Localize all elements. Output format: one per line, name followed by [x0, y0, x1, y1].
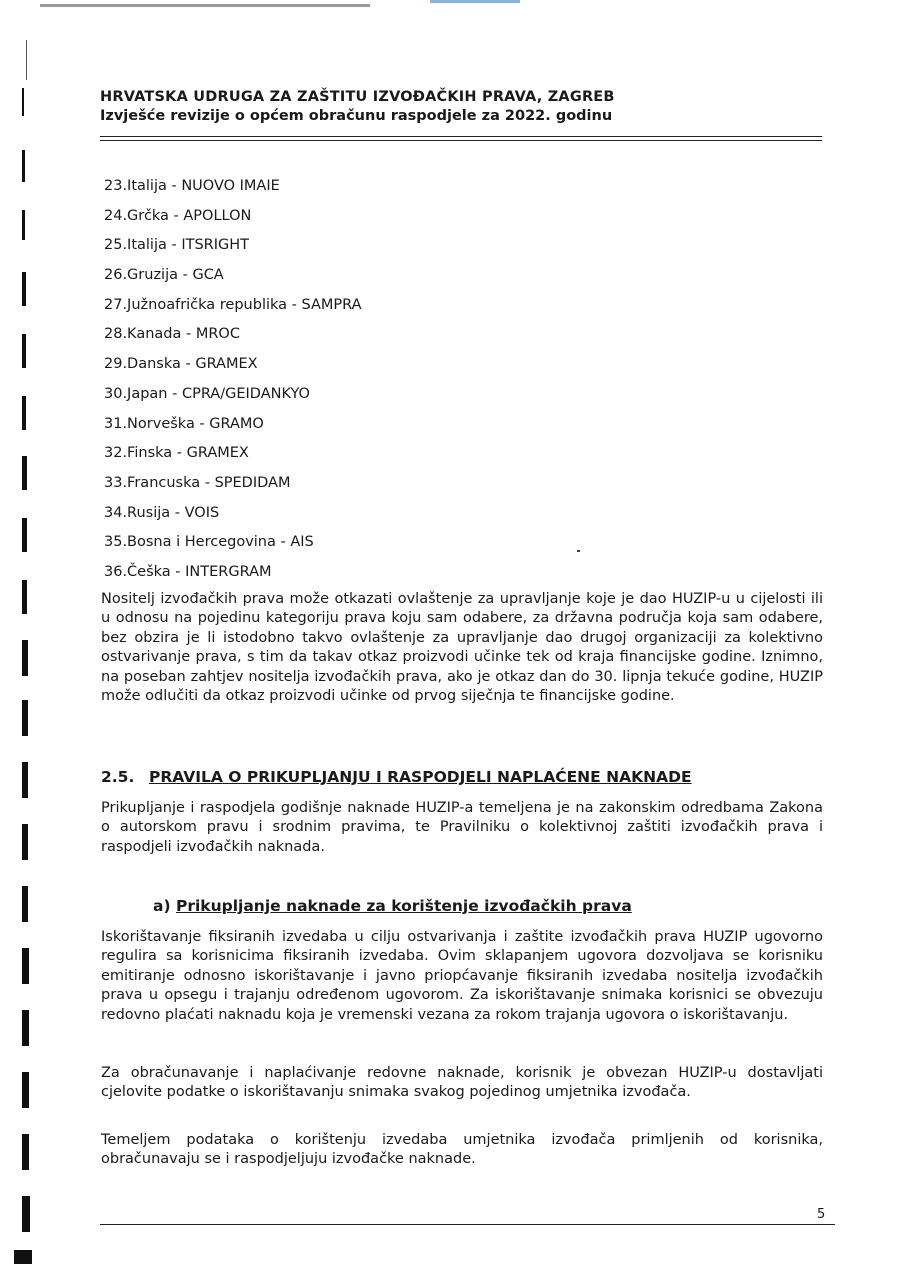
- subsection-heading: [153, 897, 632, 915]
- section-heading: [101, 768, 692, 786]
- binding-mark: [22, 824, 28, 860]
- scan-speck: [577, 550, 580, 552]
- list-item: 27.Južnoafrička republika - SAMPRA: [104, 296, 362, 313]
- binding-mark: [22, 640, 28, 676]
- binding-mark: [22, 456, 27, 490]
- binding-mark: [22, 1196, 30, 1232]
- binding-mark: [14, 1250, 32, 1264]
- binding-mark: [22, 762, 28, 798]
- list-item: 30.Japan - CPRA/GEIDANKYO: [104, 385, 310, 402]
- list-item: 36.Češka - INTERGRAM: [104, 563, 272, 580]
- revocation-paragraph: Nositelj izvođačkih prava može otkazati ovlaštenje za upravljanje koje je dao HUZIP-u u cijelosti ili u odnosu na pojedinu kategoriju prava koju sam odabere, za državna područja koja sam odabere, bez obzira je li istodobno takvo ovlaštenje za upravljanje dao drugoj organizaciji za kolektivno ostvarivanje prava, s tim da takav otkaz proizvodi učinke tek od kraja financijske godine. Iznimno, na poseban zahtjev nositelja izvođačkih prava, ako je otkaz dan do 30. lipnja tekuće godine, HUZIP može odlučiti da otkaz proizvodi učinke od prvog siječnja te financijske godine.: [101, 591, 823, 705]
- list-item: 31.Norveška - GRAMO: [104, 415, 264, 432]
- list-item: 35.Bosna i Hercegovina - AIS: [104, 534, 314, 551]
- document-header: [100, 88, 820, 126]
- binding-mark: [22, 518, 27, 552]
- binding-mark: [26, 40, 27, 80]
- binding-mark: [22, 1010, 29, 1046]
- list-item: 33.Francuska - SPEDIDAM: [104, 474, 291, 491]
- list-item: 23.Italija - NUOVO IMAIE: [104, 178, 280, 194]
- binding-mark: [22, 150, 25, 182]
- list-item: 32.Finska - GRAMEX: [104, 445, 249, 462]
- list-item: 24.Grčka - APOLLON: [104, 207, 252, 224]
- reporting-paragraph: Za obračunavanje i naplaćivanje redovne naknade, korisnik je obvezan HUZIP-u dostavljati cjelovite podatke o iskorištavanju snimaka svakog pojedinog umjetnika izvođača.: [101, 1065, 823, 1101]
- distribution-paragraph: Temeljem podataka o korištenju izvedaba umjetnika izvođača primljenih od korisnika, obračunavaju se i raspodjeljuju izvođačke naknade.: [101, 1132, 823, 1168]
- binding-mark: [22, 1134, 29, 1170]
- header-rule: [100, 136, 822, 137]
- binding-mark: [22, 210, 25, 240]
- binding-mark: [22, 948, 29, 984]
- page-number: 5: [817, 1207, 826, 1222]
- scan-edge-line: [430, 0, 520, 3]
- footer-rule: [100, 1224, 835, 1225]
- header-report-title: Izvješće revizije o općem obračunu raspodjele za 2022. godinu: [100, 108, 613, 124]
- binding-mark: [22, 88, 24, 116]
- list-item: 34.Rusija - VOIS: [104, 504, 220, 521]
- binding-mark: [22, 272, 26, 306]
- scan-edge-line: [40, 4, 370, 7]
- binding-mark: [22, 334, 26, 368]
- organization-list: [104, 172, 362, 588]
- list-item: 28.Kanada - MROC: [104, 326, 240, 343]
- header-rule: [100, 140, 822, 141]
- usage-paragraph: Iskorištavanje fiksiranih izvedaba u cilju ostvarivanja i zaštite izvođačkih prava HUZIP ugovorno regulira sa korisnicima fiksiranih izvedaba. Ovim sklapanjem ugovora dozvoljava se korisniku emitiranje odnosno iskorištavanje i javno priopćavanje fiksiranih izvedaba nositelja izvođačkih prava u opsegu i trajanju određenom ugovorom. Za iskorištavanje snimaka korisnici se obvezuju redovno plaćati naknadu koja je vremenski vezana za rokom trajanja ugovora o iskorištavanju.: [101, 929, 823, 1023]
- binding-mark: [22, 580, 27, 614]
- list-item: 26.Gruzija - GCA: [104, 267, 224, 284]
- binding-mark: [22, 886, 28, 922]
- section-title: PRAVILA O PRIKUPLJANJU I RASPODJELI NAPLAĆENE NAKNADE: [149, 768, 692, 786]
- section-number: 2.5.: [101, 768, 135, 786]
- subsection-letter: a): [153, 897, 171, 915]
- binding-mark: [22, 1072, 29, 1108]
- binding-mark: [22, 700, 28, 736]
- scan-artifact-top: [0, 0, 903, 14]
- subsection-title: Prikupljanje naknade za korištenje izvođačkih prava: [175, 897, 632, 915]
- header-organization: HRVATSKA UDRUGA ZA ZAŠTITU IZVOĐAČKIH PRAVA, ZAGREB: [100, 89, 615, 105]
- list-item: 25.Italija - ITSRIGHT: [104, 237, 250, 254]
- list-item: 29.Danska - GRAMEX: [104, 356, 258, 373]
- section-intro-paragraph: Prikupljanje i raspodjela godišnje naknade HUZIP-a temeljena je na zakonskim odredbama Zakona o autorskom pravu i srodnim pravima, te Pravilniku o kolektivnoj zaštiti izvođačkih prava i raspodjeli izvođačkih naknada.: [101, 800, 823, 855]
- binding-edge-marks: [0, 0, 60, 1278]
- binding-mark: [22, 396, 26, 430]
